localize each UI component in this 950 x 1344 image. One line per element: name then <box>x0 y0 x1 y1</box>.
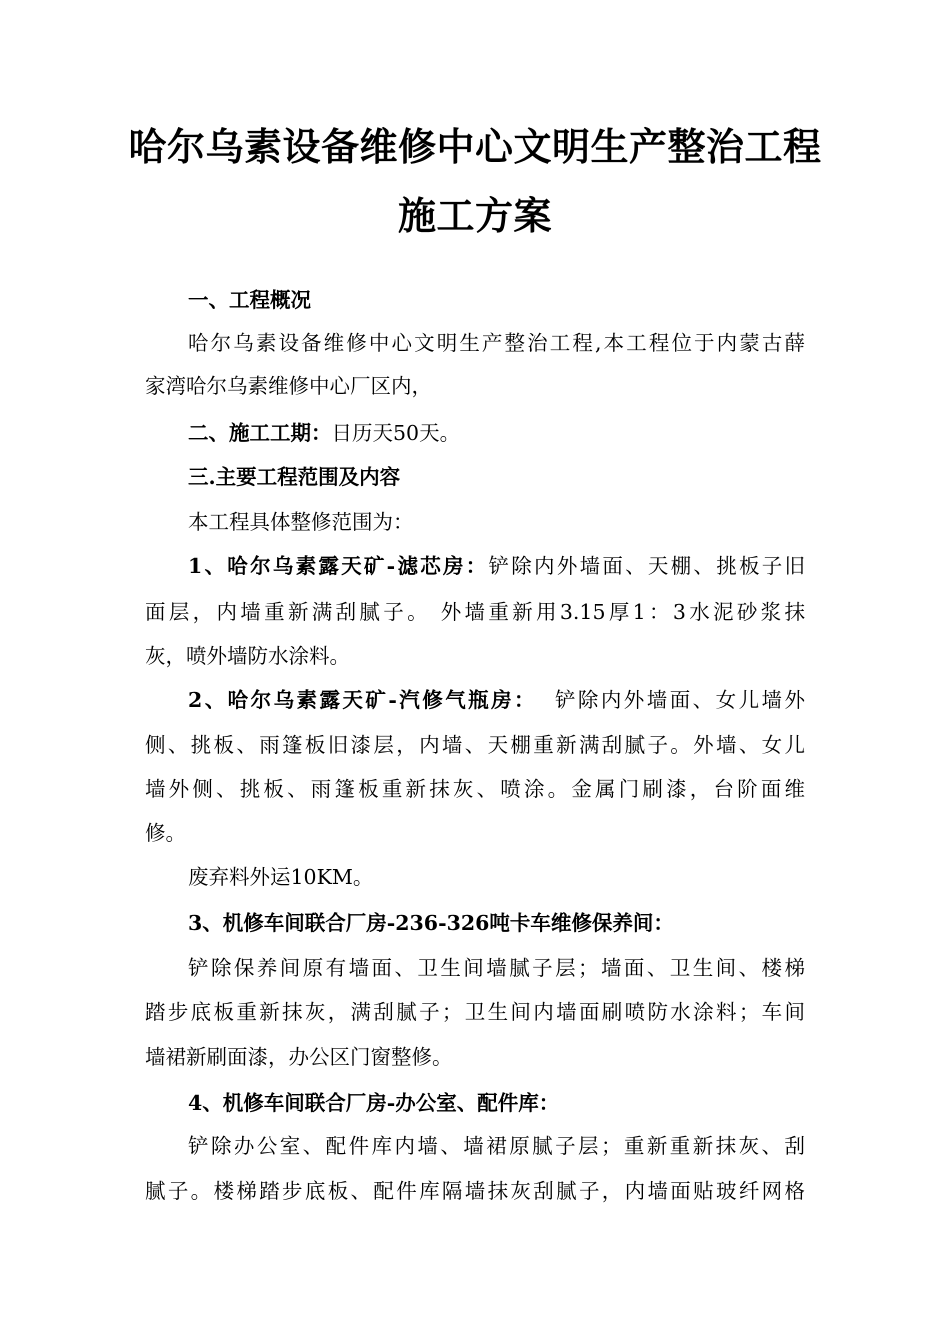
item2-heading: 2、哈尔乌素露天矿-汽修气瓶房： <box>188 688 538 712</box>
item2-line2: 侧、挑板、雨篷板旧漆层，内墙、天棚重新满刮腻子。外墙、女儿 <box>145 733 805 757</box>
item1-heading: 1、哈尔乌素露天矿-滤芯房： <box>188 554 489 578</box>
item3-heading: 3、机修车间联合厂房-236-326吨卡车维修保养间： <box>188 911 674 935</box>
item4-line1: 铲除办公室、配件库内墙、墙裙原腻子层；重新重新抹灰、刮 <box>188 1134 805 1158</box>
item3-line2: 踏步底板重新抹灰，满刮腻子；卫生间内墙面刷喷防水涂料；车间 <box>145 1000 805 1024</box>
item1-line3: 灰，喷外墙防水涂料。 <box>145 644 350 668</box>
item1-line1-text: 铲除内外墙面、天棚、挑板子旧 <box>488 554 805 578</box>
item4-heading: 4、机修车间联合厂房-办公室、配件库： <box>188 1091 560 1115</box>
item2-line3: 墙外侧、挑板、雨篷板重新抹灰、喷涂。金属门刷漆，台阶面维 <box>145 777 805 801</box>
section3-heading: 三.主要工程范围及内容 <box>188 465 401 489</box>
document-title-line2: 施工方案 <box>397 193 552 238</box>
section1-heading: 一、工程概况 <box>188 288 311 312</box>
item2-waste: 废弃料外运10KM。 <box>188 865 374 889</box>
section2-line <box>188 418 805 448</box>
section1-paragraph-line2: 家湾哈尔乌素维修中心厂区内， <box>145 374 432 398</box>
section3-intro: 本工程具体整修范围为： <box>188 510 414 534</box>
item1-line1 <box>188 551 805 581</box>
item1-line2: 面层，内墙重新满刮腻子。 外墙重新用3.15厚1：3水泥砂浆抹 <box>145 600 805 624</box>
item3-line1: 铲除保养间原有墙面、卫生间墙腻子层；墙面、卫生间、楼梯 <box>188 956 805 980</box>
section1-paragraph-line1: 哈尔乌素设备维修中心文明生产整治工程,本工程位于内蒙古薛 <box>188 331 805 355</box>
item3-line3: 墙裙新刷面漆，办公区门窗整修。 <box>145 1045 453 1069</box>
section2-heading: 二、施工工期： <box>188 421 332 445</box>
item2-line4: 修。 <box>145 821 186 845</box>
item4-line2: 腻子。楼梯踏步底板、配件库隔墙抹灰刮腻子，内墙面贴玻纤网格 <box>145 1179 805 1203</box>
item2-line1-text: 铲除内外墙面、女儿墙外 <box>537 688 805 712</box>
item2-line1 <box>188 685 805 715</box>
document-title-line1: 哈尔乌素设备维修中心文明生产整治工程 <box>128 124 822 169</box>
section2-text: 日历天50天。 <box>331 421 461 445</box>
